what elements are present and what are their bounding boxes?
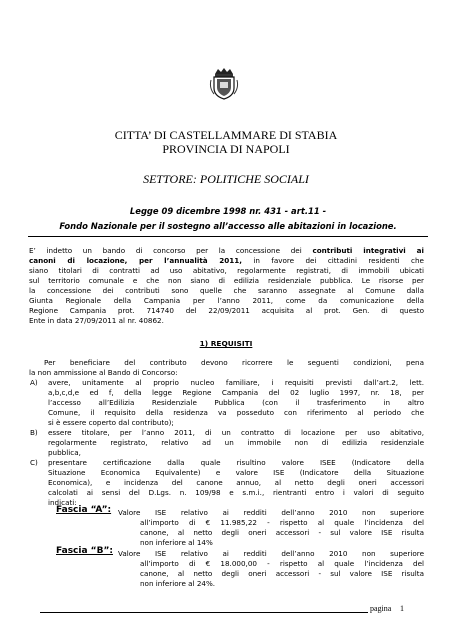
intro-line [29, 246, 424, 255]
req-line: regolarmente registrato, relativo ad un immobile non di edilizia residenziale [48, 438, 424, 447]
footer-rule [40, 612, 368, 613]
req-line: essere titolare, per l’anno 2011, di un contratto di locazione per uso abitativo, [48, 428, 424, 437]
req-line: pubblica, [48, 448, 81, 457]
province-name: PROVINCIA DI NAPOLI [162, 142, 290, 156]
intro-line: la concessione dei contributi sono quelle che saranno assegnate al Comune dalla [29, 286, 424, 295]
coat-of-arms-icon [209, 66, 239, 100]
sector-title: SETTORE: POLITICHE SOCIALI [143, 172, 309, 186]
item-letter-b: B) [30, 428, 38, 437]
law-reference: Legge 09 dicembre 1998 nr. 431 - art.11 - [129, 206, 327, 216]
intro-line: sul territorio comunale e che non siano di edilizia residenziale pubblica. Le risorse per [29, 276, 424, 285]
fascia-a-label: Fascia “A”: [56, 505, 112, 515]
intro-bold: canoni di locazione, per l’annualità 2011, [29, 256, 242, 265]
fascia-line: non inferiore al 14% [140, 538, 213, 547]
req-line: calcolati ai sensi del D.Lgs. n. 109/98 e s.m.i., rientranti entro i valori di seguito [48, 488, 424, 497]
req-line: Economica), e incidenza del canone annuo, al netto degli oneri accessori [48, 478, 424, 487]
fascia-line: all’importo di € 18.000,00 - rispetto al quale l’incidenza del [140, 559, 424, 568]
req-line: Situazione Economica Equivalente) e valore ISE (Indicatore della Situazione [48, 468, 424, 477]
section-heading [0, 339, 452, 348]
intro-line: Regione Campania prot. 714740 del 22/09/2011 acquisita al prot. Gen. di questo [29, 306, 424, 315]
req-line: la non ammissione al Bando di Concorso: [29, 368, 178, 377]
fascia-line: canone, al netto degli oneri accessori - sul valore ISE risulta [140, 528, 424, 537]
intro-line: Giunta Regionale della Campania per l’anno 2011, come da comunicazione della [29, 296, 424, 305]
fascia-line: non inferiore al 24%. [140, 579, 216, 588]
fascia-line: all’importo di € 11.985,22 - rispetto al quale l’incidenza del [140, 518, 424, 527]
fascia-b-label: Fascia “B”: [56, 546, 113, 556]
intro-text: in favore dei cittadini residenti che [241, 256, 424, 265]
city-name: CITTA’ DI CASTELLAMMARE DI STABIA [114, 128, 338, 142]
page-number: 1 [400, 604, 404, 613]
fascia-line: Valore ISE relativo ai redditi dell’anno 2010 non superiore [118, 508, 424, 517]
intro-bold: contributi integrativi ai [312, 246, 424, 255]
section-heading-text: 1) REQUISITI [199, 339, 253, 348]
req-line: indicati: [48, 498, 77, 507]
req-line: Comune, il requisito della residenza va posseduto con riferimento al periodo che [48, 408, 424, 417]
req-line: si è essere coperto dal contributo); [48, 418, 174, 427]
intro-line: Ente in data 27/09/2011 al nr. 40862. [29, 316, 164, 325]
law-underline [28, 236, 428, 237]
item-letter-c: C) [30, 458, 38, 467]
intro-line: siano titolari di contratti ad uso abitativo, regolarmente registrati, di immobili ubicati [29, 266, 424, 275]
page-label: pagina [370, 604, 392, 613]
fascia-line: Valore ISE relativo ai redditi dell’anno 2010 non superiore [118, 549, 424, 558]
item-letter-a: A) [30, 378, 38, 387]
req-line: a,b,c,d,e ed f, della legge Regione Campania del 02 luglio 1997, nr. 18, per [48, 388, 424, 397]
req-line: presentare certificazione dalla quale risultino valore ISEE (Indicatore della [48, 458, 424, 467]
intro-text: E’ indetto un bando di concorso per la concessione dei [29, 246, 313, 255]
intro-line [29, 256, 424, 265]
law-subtitle: Fondo Nazionale per il sostegno all’accesso alle abitazioni in locazione. [59, 221, 397, 231]
req-line: avere, unitamente al proprio nucleo familiare, i requisiti previsti dall’art.2, lett. [48, 378, 424, 387]
req-line: l’accesso all’Edilizia Residenziale Pubblica (con il trasferimento in altro [48, 398, 424, 407]
req-line: Per beneficiare del contributo devono ricorrere le seguenti condizioni, pena [44, 358, 424, 367]
fascia-line: canone, al netto degli oneri accessori - sul valore ISE risulta [140, 569, 424, 578]
